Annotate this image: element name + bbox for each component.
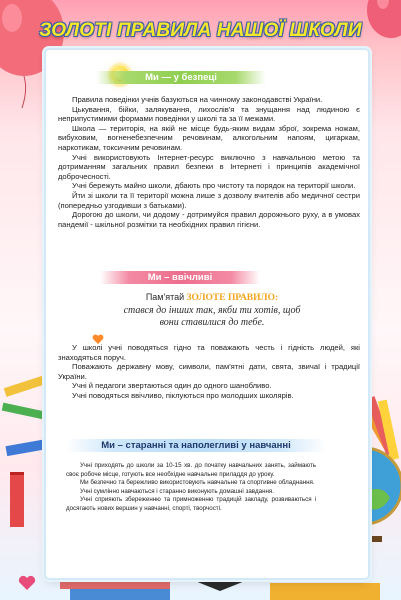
golden-rule-lead: Пам'ятай	[145, 292, 185, 302]
heart-icon[interactable]	[18, 575, 36, 591]
paragraph: Учні сумлінно навчаються і старанно виконують домашні завдання.	[80, 487, 274, 495]
safety-text	[58, 95, 360, 229]
golden-rule-line: стався до інших так, якби ти хотів, щоб	[123, 304, 301, 316]
golden-rule-title: ЗОЛОТЕ ПРАВИЛО:	[186, 293, 279, 303]
paragraph: Учні поводяться ввічливо, піклуються про молодших школярів.	[72, 390, 294, 400]
golden-rule-block	[62, 291, 362, 330]
paragraph: Учні сприяють збереженню та примноженню традицій закладу, розвиваються і досягають нових вершин у навчанні, спорті, творчості.	[66, 496, 316, 512]
page-title: ЗОЛОТІ ПРАВИЛА НАШОЇ ШКОЛИ	[39, 20, 362, 41]
paragraph: Учні бережуть майно школи, дбають про чистоту та порядок на території школи.	[72, 181, 356, 191]
golden-rule-line: вони ставилися до тебе.	[159, 317, 265, 328]
paragraph: Школа — територія, на якій не місце будь-яким видам зброї, зокрема ножам, вибуховим, вогненебезпечним речовинам, алкогольним напоям, цигаркам, наркотикам, токсичним речовинам.	[58, 123, 360, 152]
paragraph: Учні використовують Інтернет-ресурс виключно з навчальною метою та дотриманням загальних правил безпеки в Інтернеті і принципів академічної доброчесності.	[58, 152, 360, 181]
paragraph: Йти зі школи та її території можна лише з дозволу вчителів або медичної сестри (попередньо узгодивши з батьками).	[58, 190, 360, 210]
paragraph: Цькування, бійки, залякування, лихослів'я та знущання над людиною є неприпустимими формами поведінки у школі та за її межами.	[58, 104, 360, 124]
paragraph: У школі учні поводяться гідно та поважають честь і гідність людей, які знаходяться поруч.	[58, 343, 360, 362]
paragraph: Правила поведінки учнів базуються на чинному законодавстві України.	[72, 95, 323, 104]
section-heading-diligent: Ми – старанні та наполегливі у навчанні	[66, 439, 326, 452]
section-heading-polite: Ми – ввічливі	[100, 271, 260, 284]
paragraph: Ми безпечно та бережливо використовують навчальне та спортивне обладнання.	[80, 479, 315, 487]
diligent-text	[66, 462, 316, 514]
paragraph: Дорогою до школи, чи додому - дотримуйся правил дорожнього руху, а в умовах пандемії - шкільної розмітки та необхідних правил гігієни.	[58, 210, 360, 229]
polite-text	[58, 343, 360, 401]
section-heading-safety: Ми — у безпеці	[96, 71, 266, 84]
paragraph: Поважають державну мову, символи, пам'ятні дати, свята, звичаї і традиції України.	[58, 362, 360, 381]
paragraph: Учні приходять до школи за 10-15 хв. до початку навчальних занять, займають своє робоче місце, готують все необхідне навчальне приладдя до уроку.	[66, 462, 316, 478]
paragraph: Учні й педагоги звертаються один до одного шанобливо.	[72, 381, 272, 391]
